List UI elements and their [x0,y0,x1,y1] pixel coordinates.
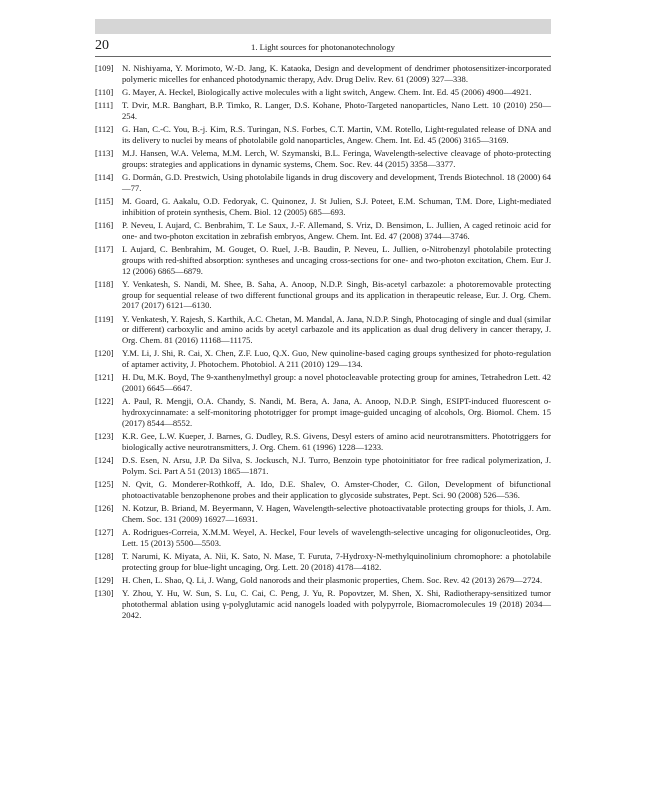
reference-text: H. Chen, L. Shao, Q. Li, J. Wang, Gold nanorods and their plasmonic properties, Chem. Soc. Rev. 42 (2013) 2679—2724. [122,575,543,586]
reference-item [95,551,551,572]
reference-item [95,372,551,393]
reference-item [95,148,551,169]
reference-text: P. Neveu, I. Aujard, C. Benbrahim, T. Le Saux, J.-F. Allemand, S. Vriz, D. Bensimon, L. Jullien, A caged retinoic acid for one- and two-photon excitation in zebrafish embryos, Angew. Chem. Int. Ed. 47 (2008) 3744—3746. [122,220,551,241]
reference-number: [130] [95,588,114,599]
reference-item [95,503,551,524]
reference-number: [110] [95,87,114,97]
reference-text: Y.M. Li, J. Shi, R. Cai, X. Chen, Z.F. Luo, Q.X. Guo, New quinoline-based caging groups synthesized for photo-regulation of aptamer activity, J. Photochem. Photobiol. A 211 (2010) 129—134. [122,348,551,370]
reference-number: [114] [95,172,114,183]
reference-text: T. Dvir, M.R. Banghart, B.P. Timko, R. Langer, D.S. Kohane, Photo-Targeted nanoparticles, Nano Lett. 10 (2010) 250—254. [122,100,551,121]
reference-text: A. Paul, R. Mengji, O.A. Chandy, S. Nandi, M. Bera, A. Jana, A. Anoop, N.D.P. Singh, ESIPT-induced fluorescent o-hydroxycinnamate: a self-monitoring phototrigger for prompt image-guided uncaging of alcohols, Org. Biomol. Chem. 15 (2017) 8544—8552. [122,396,551,428]
reference-number: [118] [95,279,114,289]
reference-item [95,431,551,452]
reference-number: [116] [95,220,114,231]
reference-number: [121] [95,372,114,383]
header-divider [95,56,551,57]
reference-item [95,314,551,346]
reference-number: [126] [95,503,114,514]
reference-item [95,100,551,121]
reference-text: A. Rodrigues-Correia, X.M.M. Weyel, A. Heckel, Four levels of wavelength-selective uncaging for oligonucleotides, Org. Lett. 15 (2013) 5500—5503. [122,527,551,548]
reference-item [95,575,551,586]
reference-text: M. Goard, G. Aakalu, O.D. Fedoryak, C. Quinonez, J. St Julien, S.J. Poteet, E.M. Schuman, T.M. Dore, Light-mediated inhibition of protein synthesis, Chem. Biol. 12 (2005) 685—693. [122,196,551,217]
reference-item [95,124,551,145]
reference-number: [109] [95,63,114,73]
reference-number: [124] [95,455,114,466]
reference-number: [117] [95,244,114,255]
reference-text: G. Han, C.-C. You, B.-j. Kim, R.S. Turingan, N.S. Forbes, C.T. Martin, V.M. Rotello, Light-regulated release of DNA and its delivery to nuclei by means of photolabile gold nanoparticles, Angew. Chem. Int. Ed. 45 (2006) 3165—3169. [122,124,551,145]
reference-item [95,396,551,428]
reference-number: [113] [95,148,114,159]
reference-text: M.J. Hansen, W.A. Velema, M.M. Lerch, W. Szymanski, B.L. Feringa, Wavelength-selective cleavage of photo-protecting groups: strategies and applications in dynamic systems, Chem. Soc. Rev. 44 (2015) 3358—3377. [122,148,551,169]
reference-number: [111] [95,100,113,111]
reference-number: [128] [95,551,114,562]
reference-item [95,348,551,369]
reference-text: G. Mayer, A. Heckel, Biologically active molecules with a light switch, Angew. Chem. Int. Ed. 45 (2006) 4900—4921. [122,87,532,97]
header-bar [95,19,551,34]
reference-text: K.R. Gee, L.W. Kueper, J. Barnes, G. Dudley, R.S. Givens, Desyl esters of amino acid neurotransmitters. Phototriggers for biologically active neurotransmitters, J. Org. Chem. 61 (1996) 1228—1233. [122,431,551,452]
reference-text: N. Qvit, G. Monderer-Rothkoff, A. Ido, D.E. Shalev, O. Amster-Choder, C. Gilon, Development of bifunctional photoactivatable benzophenone probes and their application to glycoside substrates, Pept. Sci. 90 (2008) 526—536. [122,479,551,500]
reference-number: [129] [95,575,114,586]
reference-number: [112] [95,124,114,135]
reference-item [95,63,551,84]
reference-text: Y. Venkatesh, Y. Rajesh, S. Karthik, A.C. Chetan, M. Mandal, A. Jana, N.D.P. Singh, Photocaging of single and dual (similar or different) carboxylic and amino acids by acetyl carbazole and its application as dual drug delivery in cancer therapy, J. Org. Chem. 81 (2016) 11168—11175. [122,313,551,346]
reference-text: I. Aujard, C. Benbrahim, M. Gouget, O. Ruel, J.-B. Baudin, P. Neveu, L. Jullien, o-Nitrobenzyl photolabile protecting groups with red-shifted absorption: syntheses and uncaging cross-sections for one- and two-photon excitation, Chem. Eur J. 12 (2006) 6865—6879. [122,244,551,276]
reference-text: Y. Zhou, Y. Hu, W. Sun, S. Lu, C. Cai, C. Peng, J. Yu, R. Popovtzer, M. Shen, X. Shi, Radiotherapy-sensitized tumor photothermal ablation using γ-polyglutamic acid nanogels loaded with polypyrrole, Biomacromolecules 19 (2018) 2034—2042. [122,588,551,620]
reference-item [95,172,551,193]
reference-list [95,63,551,623]
reference-number: [123] [95,431,114,442]
running-title: 1. Light sources for photonanotechnology [251,42,395,52]
reference-number: [125] [95,479,114,490]
page-number: 20 [95,38,109,53]
reference-item [95,588,551,620]
reference-number: [127] [95,527,114,538]
reference-item [95,455,551,476]
reference-text: G. Dormán, G.D. Prestwich, Using photolabile ligands in drug discovery and development, Trends Biotechnol. 18 (2000) 64—77. [122,172,551,193]
reference-item [95,244,551,276]
reference-text: T. Narumi, K. Miyata, A. Nii, K. Sato, N. Mase, T. Furuta, 7-Hydroxy-N-methylquinolinium chromophore: a photolabile protecting group for blue-light uncaging, Org. Lett. 20 (2018) 4178—4182. [122,551,551,572]
reference-item [95,87,551,98]
reference-number: [120] [95,348,114,359]
reference-item [95,279,551,311]
reference-item [95,196,551,217]
reference-number: [119] [95,313,114,324]
reference-text: N. Kotzur, B. Briand, M. Beyermann, V. Hagen, Wavelength-selective photoactivatable protecting groups for thiols, J. Am. Chem. Soc. 131 (2009) 16927—16931. [122,503,551,524]
reference-number: [115] [95,196,114,207]
reference-item [95,479,551,500]
reference-item [95,527,551,548]
reference-text: N. Nishiyama, Y. Morimoto, W.-D. Jang, K. Kataoka, Design and development of dendrimer photosensitizer-incorporated polymeric micelles for enhanced photodynamic therapy, Adv. Drug Deliv. Rev. 61 (2009) 327—338. [122,63,551,84]
reference-text: D.S. Esen, N. Arsu, J.P. Da Silva, S. Jockusch, N.J. Turro, Benzoin type photoinitiator for free radical polymerization, J. Polym. Sci. Part A 51 (2013) 1865—1871. [122,455,551,476]
reference-item [95,220,551,241]
reference-number: [122] [95,396,114,407]
reference-text: Y. Venkatesh, S. Nandi, M. Shee, B. Saha, A. Anoop, N.D.P. Singh, Bis-acetyl carbazole: a photoremovable protecting group for sequential release of two different functional groups and its application in therapeutic release, Eur. J. Org. Chem. 2017 (2017) 6121—6130. [122,279,551,311]
reference-text: H. Du, M.K. Boyd, The 9-xanthenylmethyl group: a novel photocleavable protecting group for amines, Tetrahedron Lett. 42 (2001) 6645—6647. [122,372,551,394]
